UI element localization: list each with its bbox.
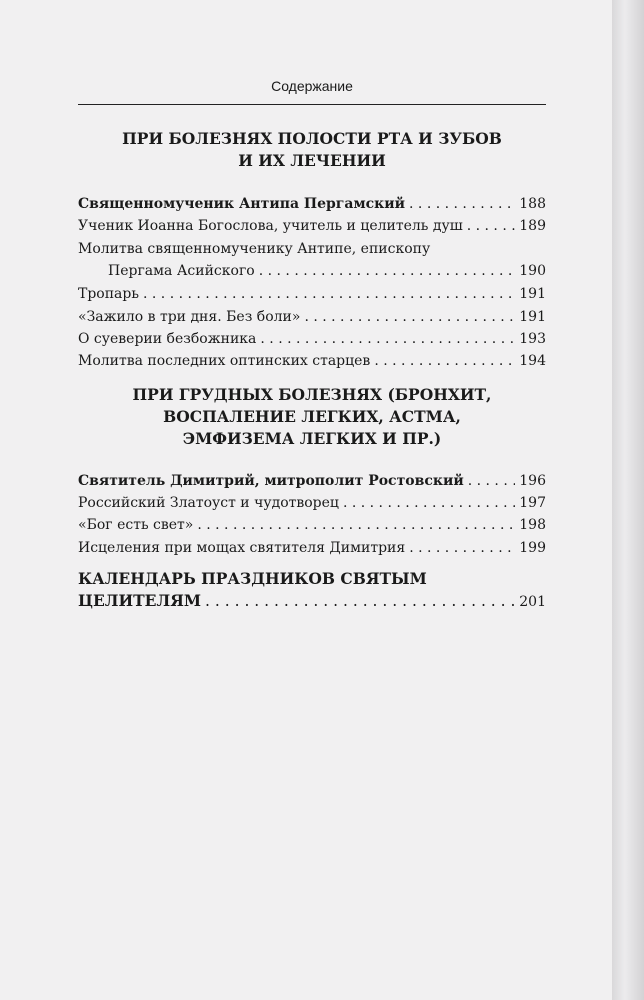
toc-entry-page: 198	[519, 517, 546, 533]
toc-entry-page: 201	[519, 594, 546, 610]
toc-entry-title: Исцеления при мощах святителя Димитрия	[78, 540, 406, 556]
toc-entry-page: 197	[519, 495, 546, 511]
section-title-line: ПРИ БОЛЕЗНЯХ ПОЛОСТИ РТА И ЗУБОВ	[122, 129, 502, 148]
toc-entry-title: Святитель Димитрий, митрополит Ростовский	[78, 473, 464, 489]
toc-entry[interactable]	[108, 260, 546, 282]
toc-entry[interactable]	[78, 215, 546, 237]
leader-dots	[468, 470, 516, 492]
leader-dots	[304, 306, 515, 328]
toc-entry-page: 188	[519, 196, 546, 212]
toc-entry[interactable]	[78, 350, 546, 372]
toc-entry-title: «Бог есть свет»	[78, 517, 194, 533]
toc-entry-title: Священномученик Антипа Пергамский	[78, 196, 406, 212]
toc-entry-title: Ученик Иоанна Богослова, учитель и целитель душ	[78, 218, 463, 234]
toc-entry-title-line1: Молитва священномученику Антипе, епископу	[78, 241, 431, 257]
section-title-line: ЭМФИЗЕМА ЛЕГКИХ И ПР.)	[182, 429, 442, 448]
leader-dots	[260, 328, 515, 350]
section-title-line: ПРИ ГРУДНЫХ БОЛЕЗНЯХ (БРОНХИТ,	[132, 385, 492, 404]
leader-dots	[374, 350, 515, 372]
toc-entry[interactable]	[78, 590, 546, 612]
toc-entry[interactable]	[78, 283, 546, 305]
section-title-line: ВОСПАЛЕНИЕ ЛЕГКИХ, АСТМА,	[163, 407, 461, 426]
leader-dots	[205, 590, 515, 612]
toc-entry-title: Пергама Асийского	[108, 263, 255, 279]
toc-entry-title: О суеверии безбожника	[78, 331, 257, 347]
toc-entry-page: 196	[519, 473, 546, 489]
toc-entry-title: «Зажило в три дня. Без боли»	[78, 309, 301, 325]
toc-entry-title: ЦЕЛИТЕЛЯМ	[78, 591, 202, 610]
page-edge	[612, 0, 644, 1000]
toc-entry[interactable]	[78, 514, 546, 536]
toc-entry[interactable]	[78, 306, 546, 328]
toc-entry-page: 194	[519, 353, 546, 369]
section-title-line: И ИХ ЛЕЧЕНИИ	[238, 151, 386, 170]
leader-dots	[409, 537, 515, 559]
leader-dots	[467, 215, 516, 237]
toc-entry[interactable]	[78, 470, 546, 492]
toc-entry-page: 191	[519, 286, 546, 302]
toc-entry-page: 193	[519, 331, 546, 347]
leader-dots	[343, 492, 515, 514]
section-title-line: КАЛЕНДАРЬ ПРАЗДНИКОВ СВЯТЫМ	[78, 569, 427, 588]
leader-dots	[259, 260, 516, 282]
toc-entry-title: Молитва последних оптинских старцев	[78, 353, 371, 369]
leader-dots	[409, 193, 515, 215]
toc-entry-title: Российский Златоуст и чудотворец	[78, 495, 339, 511]
toc-entry[interactable]	[78, 193, 546, 215]
leader-dots	[143, 283, 515, 305]
toc-entry[interactable]	[78, 328, 546, 350]
running-head: Содержание	[271, 78, 353, 94]
toc-entry-page: 189	[519, 218, 546, 234]
toc-entry-page: 190	[519, 263, 546, 279]
toc-entry-page: 191	[519, 309, 546, 325]
toc-entry[interactable]	[78, 492, 546, 514]
toc-entry-title: Тропарь	[78, 286, 139, 302]
toc-entry[interactable]	[78, 537, 546, 559]
leader-dots	[197, 514, 515, 536]
toc-entry-page: 199	[519, 540, 546, 556]
header-rule	[78, 104, 546, 105]
